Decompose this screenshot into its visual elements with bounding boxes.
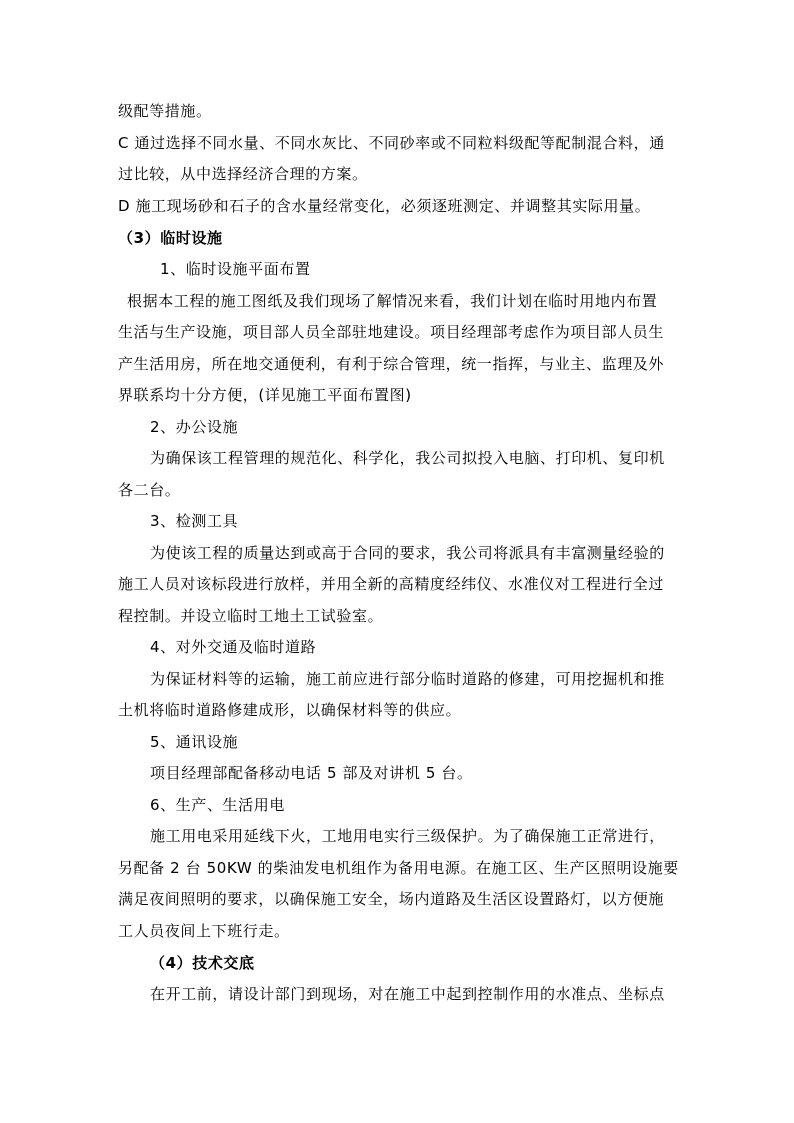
paragraph-line: 界联系均十分方便，(详见施工平面布置图) [118,386,412,404]
paragraph-line: 工人员夜间上下班行走。 [118,922,290,940]
paragraph-line: 程控制。并设立临时工地土工试验室。 [118,607,384,625]
paragraph-line: 为保证材料等的运输，施工前应进行部分临时道路的修建，可用挖掘机和推 [150,670,665,688]
paragraph-line: 另配备 2 台 50KW 的柴油发电机组作为备用电源。在施工区、生产区照明设施要 [118,859,679,877]
subsection-heading: 4、对外交通及临时道路 [150,638,317,656]
paragraph-line: 土机将临时道路修建成形，以确保材料等的供应。 [118,701,462,719]
paragraph-line: C 通过选择不同水量、不同水灰比、不同砂率或不同粒料级配等配制混合料，通 [118,134,665,152]
subsection-heading: 5、通讯设施 [150,733,239,751]
paragraph-line: 各二台。 [118,481,181,499]
paragraph-line: 生活与生产设施，项目部人员全部驻地建设。项目经理部考虑作为项目部人员生 [118,323,665,341]
paragraph-line: 根据本工程的施工图纸及我们现场了解情况来看，我们计划在临时用地内布置 [127,292,658,310]
subsection-heading: 3、检测工具 [150,512,239,530]
paragraph-line: 为确保该工程管理的规范化、科学化，我公司拟投入电脑、打印机、复印机 [150,449,665,467]
paragraph-line: 施工用电采用延线下火，工地用电实行三级保护。为了确保施工正常进行， [150,827,665,845]
paragraph-line: 为使该工程的质量达到或高于合同的要求，我公司将派具有丰富测量经验的 [150,544,665,562]
paragraph-line: 在开工前，请设计部门到现场，对在施工中起到控制作用的水准点、坐标点 [150,985,665,1003]
paragraph-line: 产生活用房，所在地交通便利，有利于综合管理，统一指挥，与业主、监理及外 [118,355,665,373]
paragraph-line: D 施工现场砂和石子的含水量经常变化，必须逐班测定、并调整其实际用量。 [118,197,651,215]
section-heading: （3）临时设施 [118,229,223,247]
paragraph-line: 施工人员对该标段进行放样，并用全新的高精度经纬仪、水准仪对工程进行全过 [118,575,665,593]
subsection-heading: 6、生产、生活用电 [150,796,285,814]
section-heading: （4）技术交底 [150,954,255,972]
paragraph-line: 满足夜间照明的要求，以确保施工安全，场内道路及生活区设置路灯，以方便施 [118,890,665,908]
paragraph-line: 级配等措施。 [118,102,212,120]
paragraph-line: 过比较，从中选择经济合理的方案。 [118,165,368,183]
subsection-heading: 1、临时设施平面布置 [160,260,311,278]
subsection-heading: 2、办公设施 [150,418,239,436]
paragraph-line: 项目经理部配备移动电话 5 部及对讲机 5 台。 [150,764,473,782]
